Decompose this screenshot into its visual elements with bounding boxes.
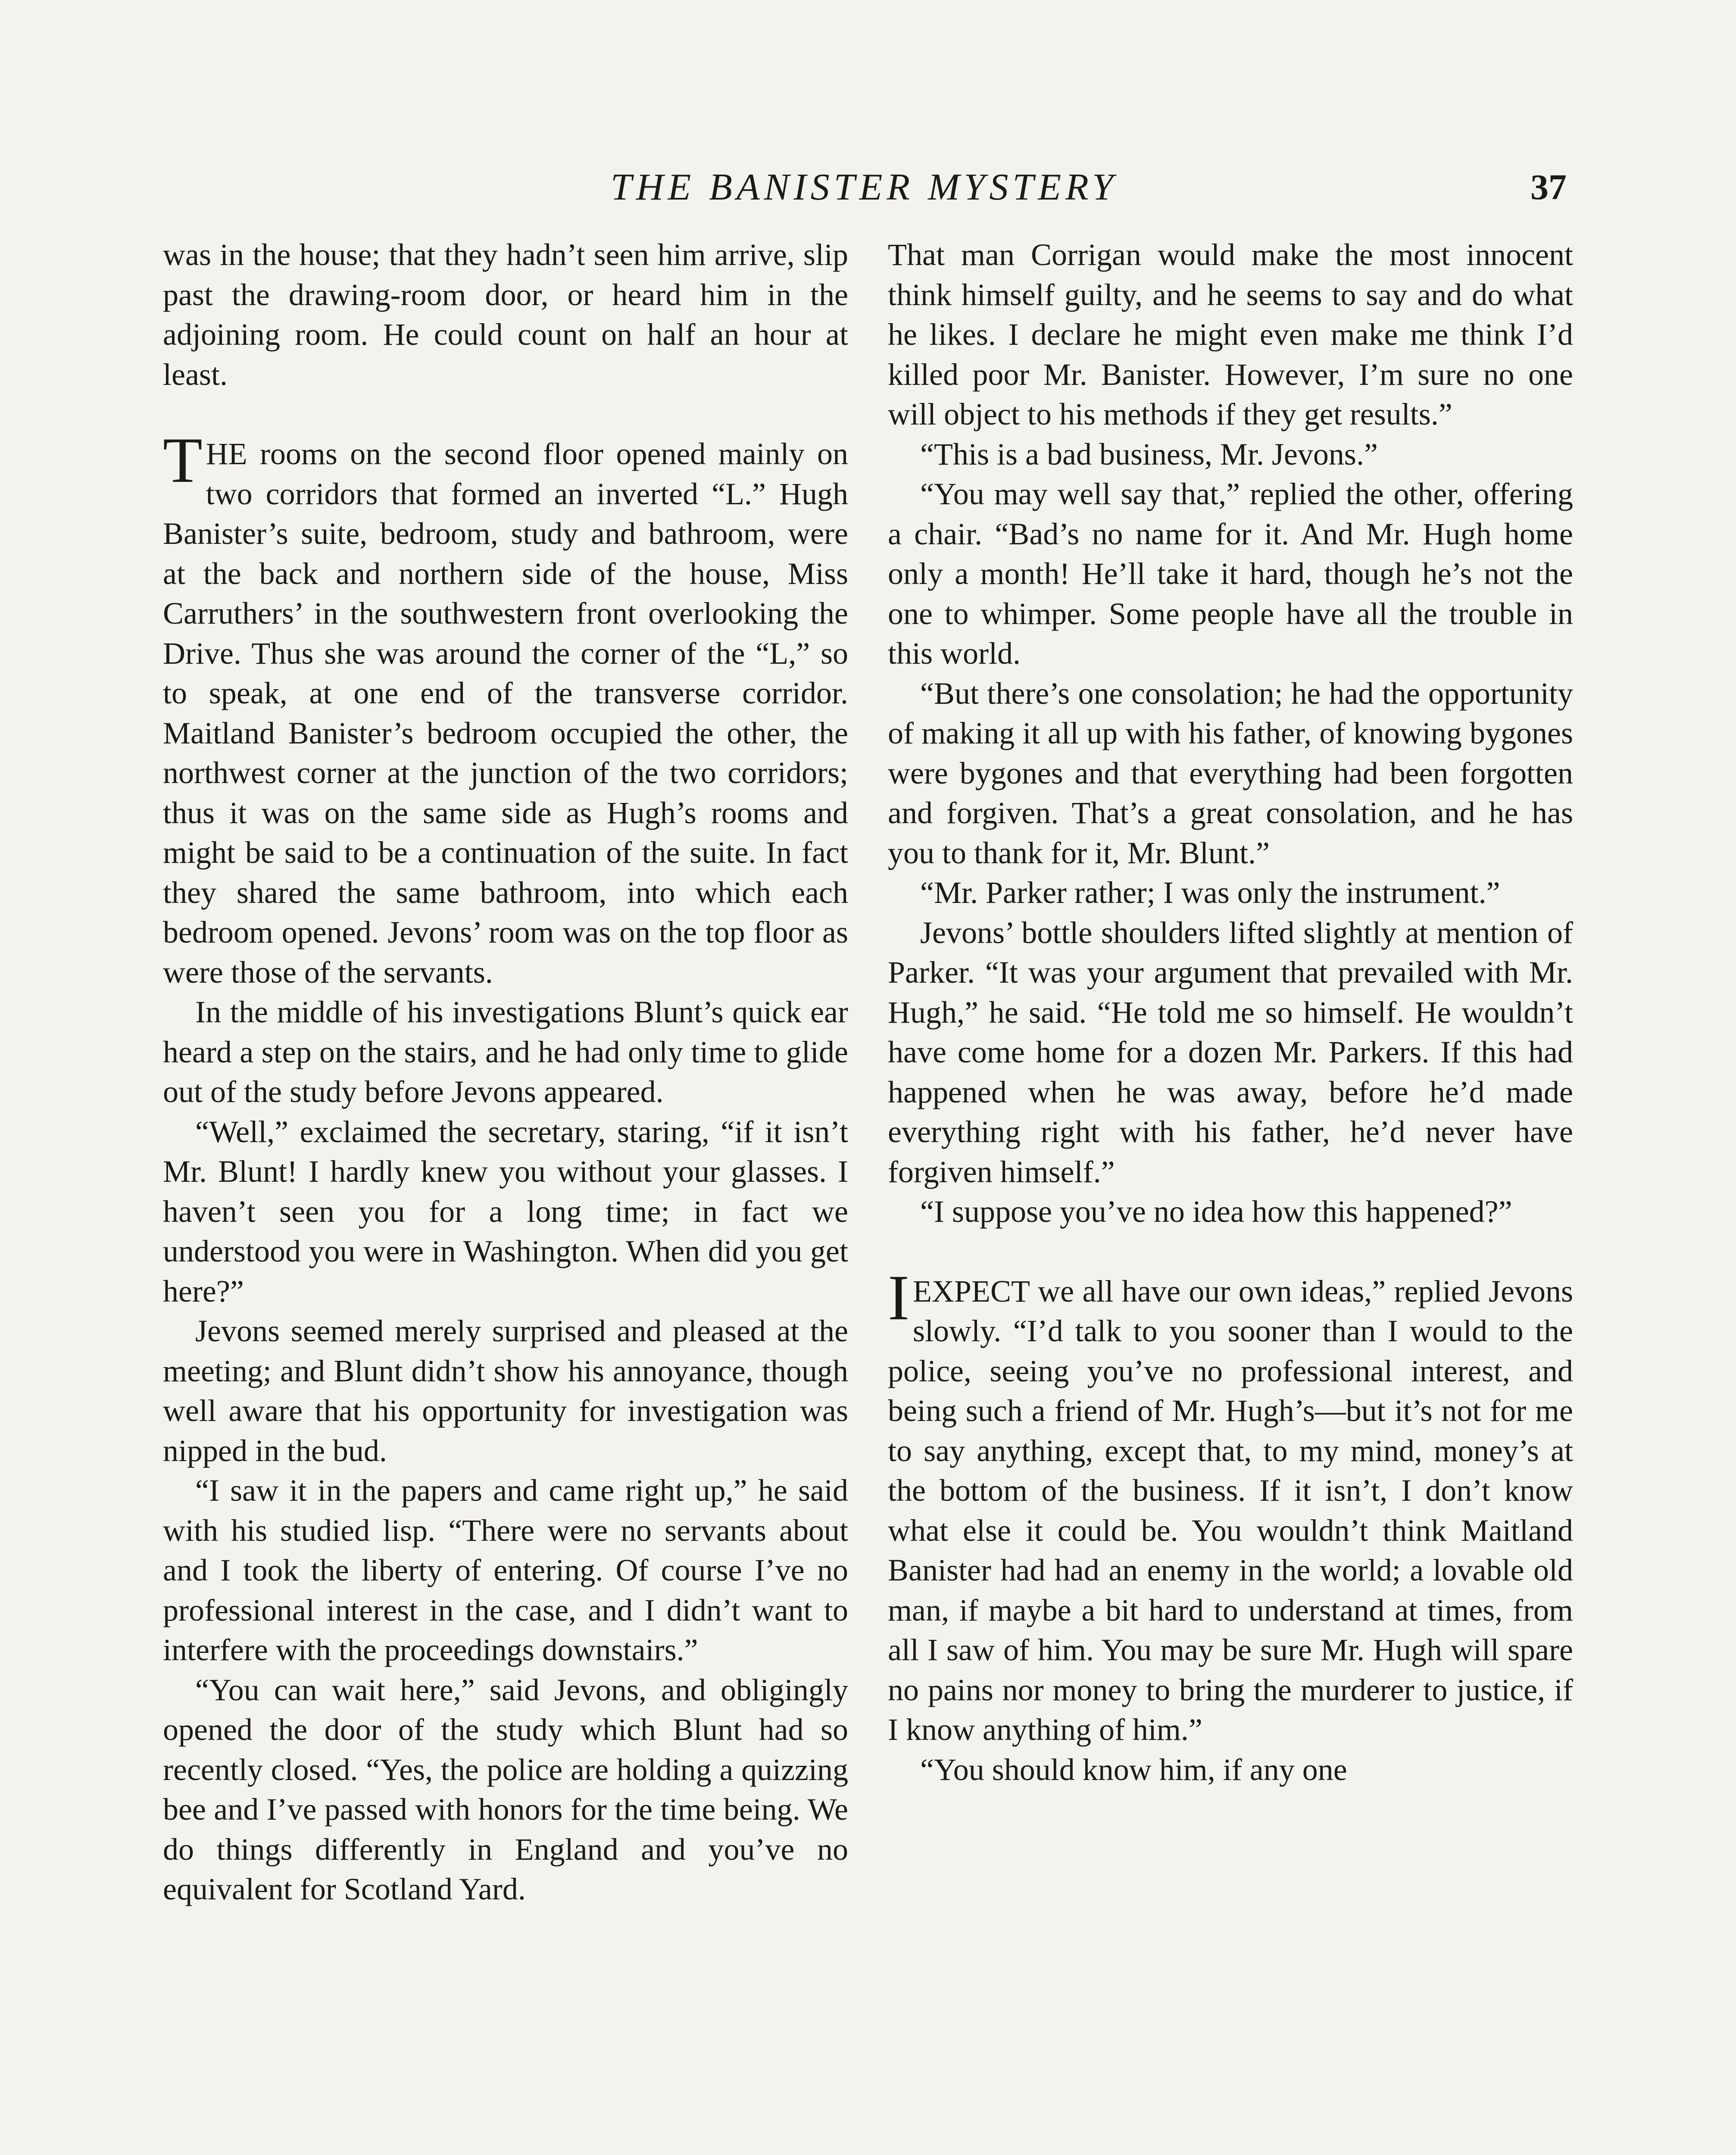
paragraph: “Mr. Parker rather; I was only the instrument.” — [920, 875, 1500, 910]
paragraph: “But there’s one consolation; he had the opportunity of making it all up with his father, of knowing bygones were bygones and that everything had been forgotten and forgiven. That’s a great consolation, and he has you to thank for it, Mr. Blunt.” — [888, 676, 1573, 870]
paragraph: “You should know him, if any one — [920, 1752, 1347, 1787]
paragraph: “I saw it in the papers and came right up,” he said with his studied lisp. “There were no servants about and I took the liberty of entering. Of course I’ve no professional interest in the case, and I didn’t want to interfere with the proceedings downstairs.” — [163, 1473, 848, 1667]
drop-cap: T — [163, 425, 203, 496]
paragraph: “Well,” exclaimed the secretary, staring, “if it isn’t Mr. Blunt! I hardly knew you without your glasses. I haven’t seen you for a long time; in fact we understood you were in Washington. When did you get here?” — [163, 1114, 848, 1309]
paragraph-text: EXPECT we all have our own ideas,” replied Jevons slowly. “I’d talk to you sooner than I would to the police, seeing you’ve no professional interest, and being such a friend of Mr. Hugh’s—but it’s not for me to say anything, except that, to my mind, money’s at the bottom of the business. If it isn’t, I don’t know what else it could be. You wouldn’t think Maitland Banister had had an enemy in the world; a lovable old man, if maybe a bit hard to understand at times, from all I saw of him. You may be sure Mr. Hugh will spare no pains nor money to bring the murderer to justice, if I know anything of him.” — [888, 1274, 1573, 1747]
paragraph: That man Corrigan would make the most innocent think himself guilty, and he seems to say and do what he likes. I declare he might even make me think I’d killed poor Mr. Banister. However, I’m sure no one will object to his methods if they get results.” — [888, 237, 1573, 431]
section-paragraph — [888, 1262, 1573, 1750]
right-column — [888, 235, 1573, 1790]
left-column — [163, 235, 848, 1909]
paragraph: “You may well say that,” replied the other, offering a chair. “Bad’s no name for it. And Mr. Hugh home only a month! He’ll take it hard, though he’s not the one to whimper. Some people have all the trouble in this world. — [888, 477, 1573, 671]
paragraph: Jevons seemed merely surprised and pleased at the meeting; and Blunt didn’t show his annoyance, though well aware that his opportunity for investigation was nipped in the bud. — [163, 1314, 848, 1468]
section-paragraph — [163, 425, 848, 992]
running-title: THE BANISTER MYSTERY — [610, 166, 1118, 208]
paragraph: “I suppose you’ve no idea how this happened?” — [920, 1194, 1512, 1229]
paragraph: Jevons’ bottle shoulders lifted slightly at mention of Parker. “It was your argument that prevailed with Mr. Hugh,” he said. “He told me so himself. He wouldn’t have come home for a dozen Mr. Parkers. If this had happened when he was away, before he’d made everything right with his father, he’d never have forgiven himself.” — [888, 915, 1573, 1189]
page-number: 37 — [1530, 167, 1567, 207]
drop-cap: I — [888, 1262, 909, 1334]
paragraph: was in the house; that they hadn’t seen him arrive, slip past the drawing-room door, or heard him in the adjoining room. He could count on half an hour at least. — [163, 237, 848, 392]
paragraph-text: HE rooms on the second floor opened mainly on two corridors that formed an inverted “L.” Hugh Banister’s suite, bedroom, study and bathroom, were at the back and northern side of the house, Miss Carruthers’ in the southwestern front overlooking the Drive. Thus she was around the corner of the “L,” so to speak, at one end of the transverse corridor. Maitland Banister’s bedroom occupied the other, the northwest corner at the junction of the two corridors; thus it was on the same side as Hugh’s rooms and might be said to be a continuation of the suite. In fact they shared the same bathroom, into which each bedroom opened. Jevons’ room was on the top floor as were those of the servants. — [163, 437, 848, 990]
paragraph: “You can wait here,” said Jevons, and obligingly opened the door of the study which Blunt had so recently closed. “Yes, the police are holding a quizzing bee and I’ve passed with honors for the time being. We do things differently in England and you’ve no equivalent for Scotland Yard. — [163, 1672, 848, 1906]
running-head — [162, 162, 1567, 213]
paragraph: “This is a bad business, Mr. Jevons.” — [920, 437, 1378, 472]
paragraph: In the middle of his investigations Blunt’s quick ear heard a step on the stairs, and he had only time to glide out of the study before Jevons appeared. — [163, 995, 848, 1109]
